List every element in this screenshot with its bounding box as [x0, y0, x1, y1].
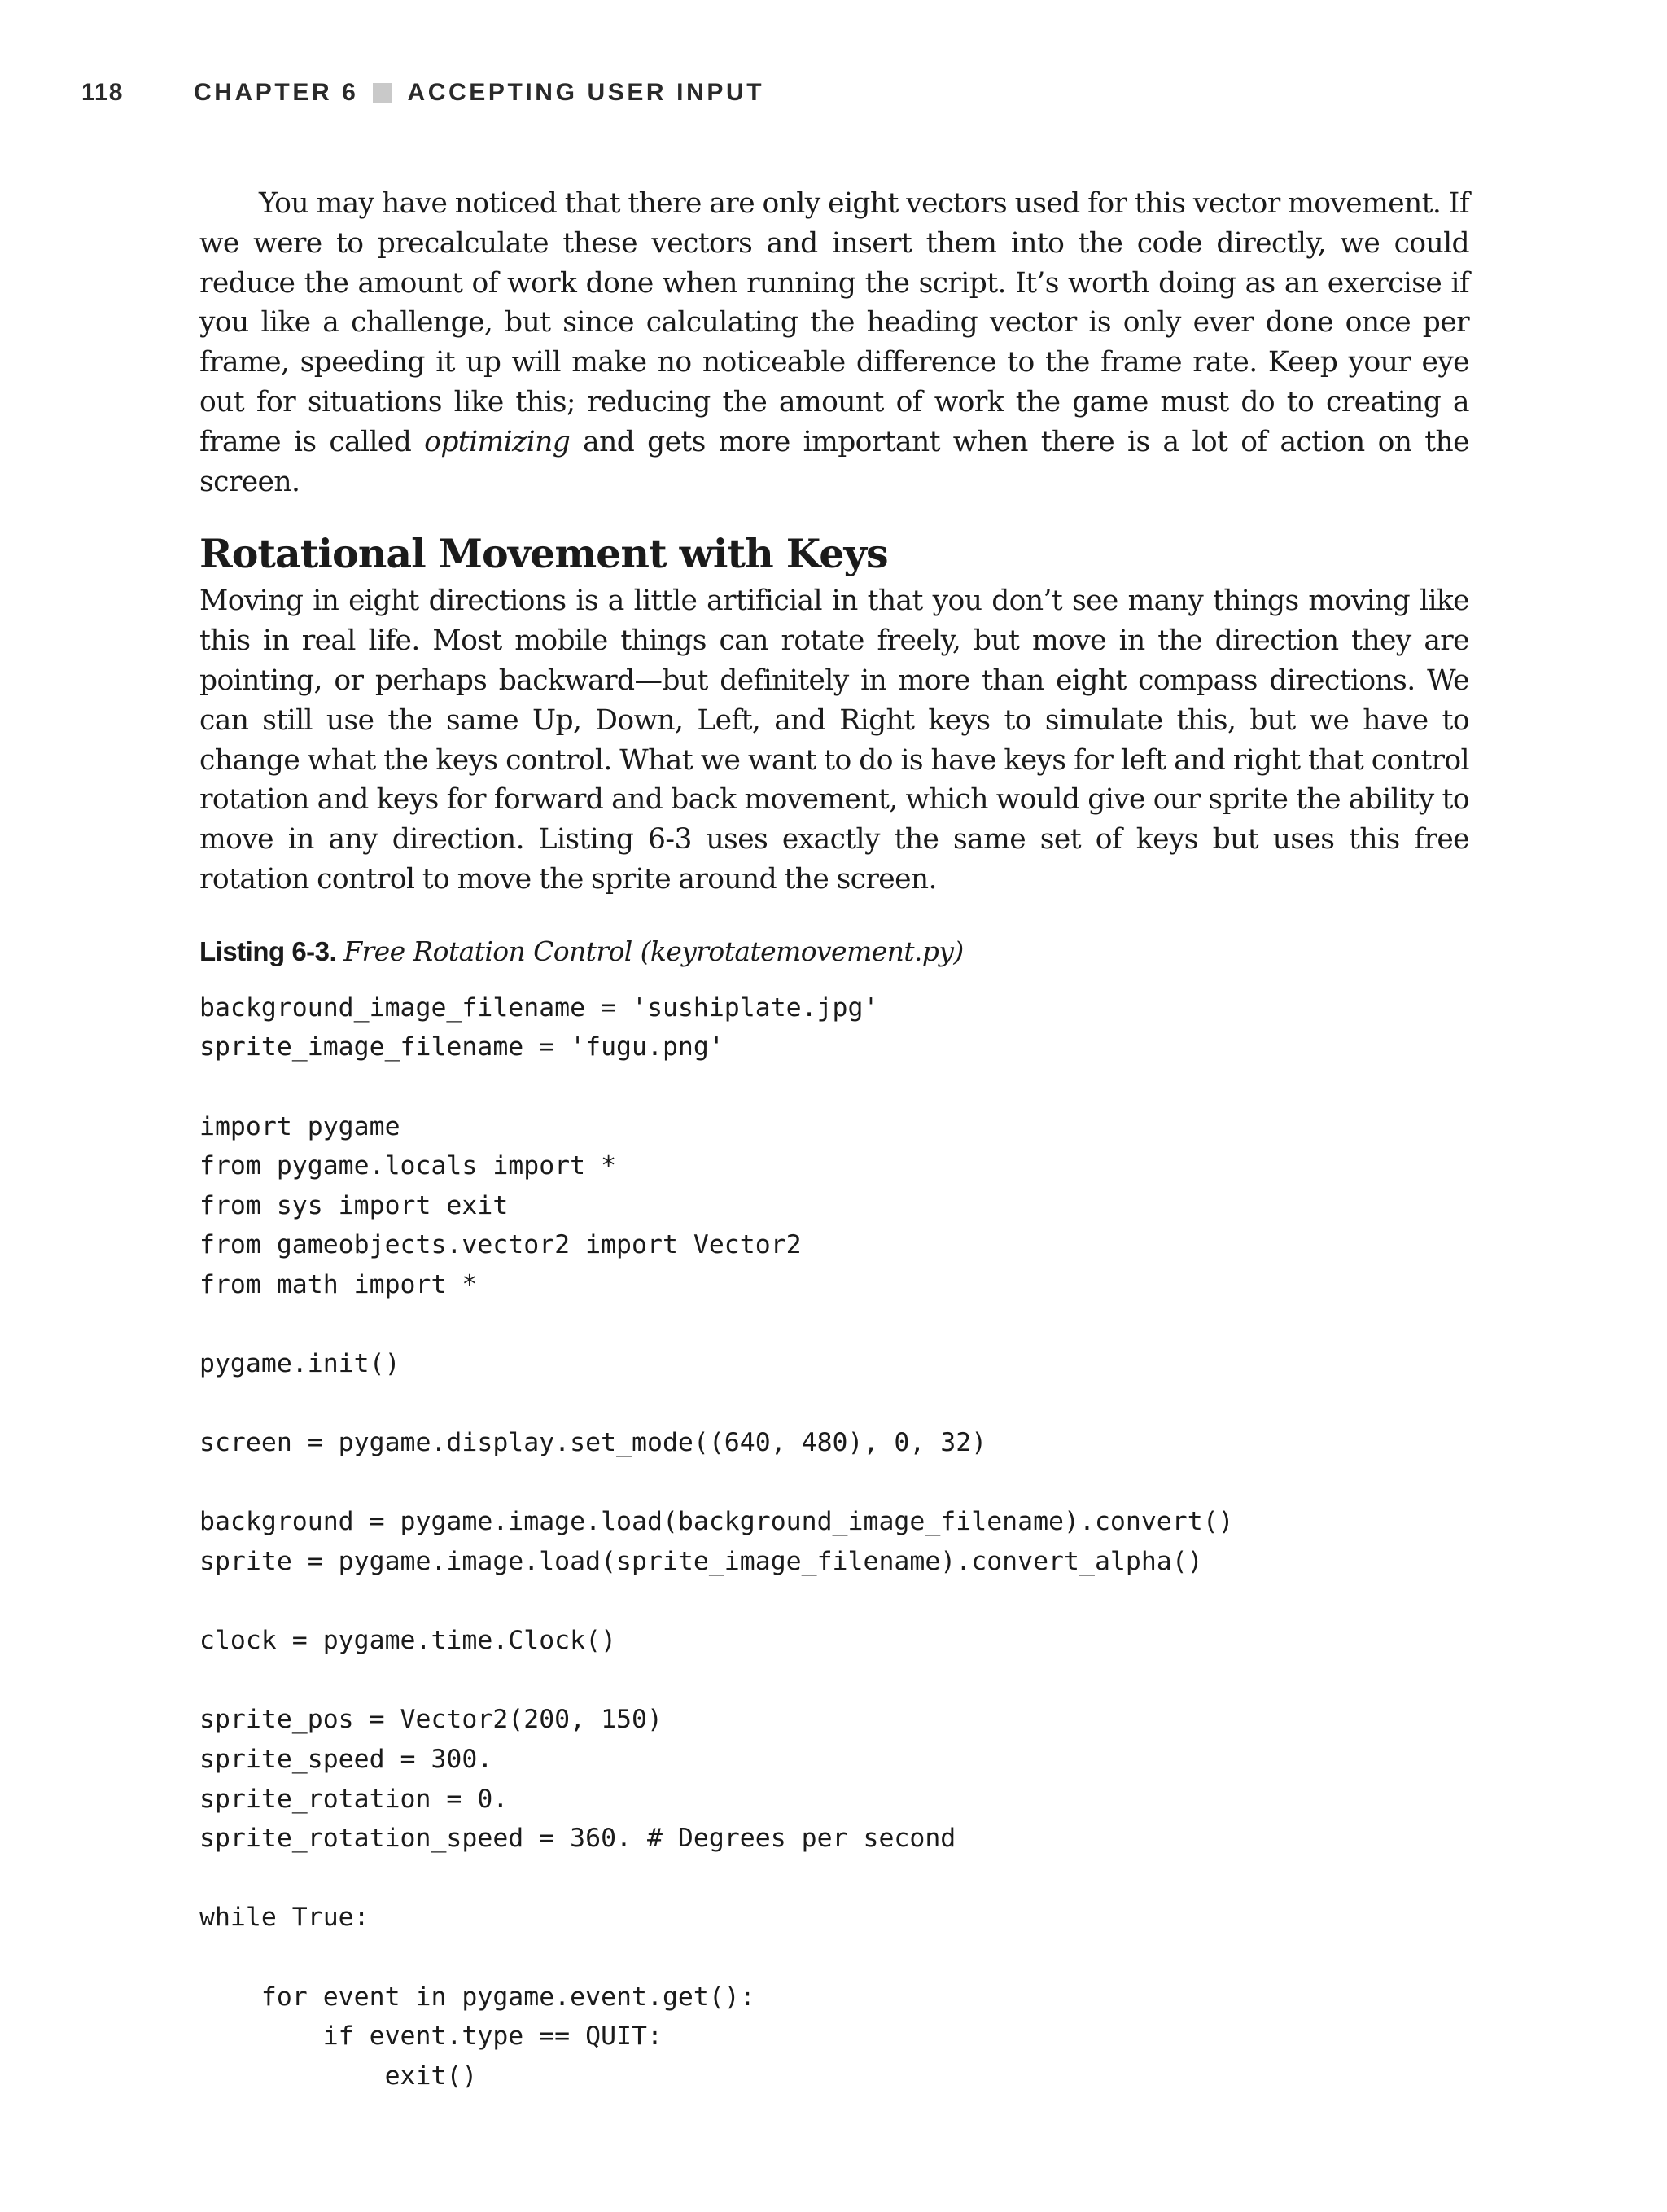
- code-line: sprite_rotation_speed = 360. # Degrees per second: [199, 1824, 956, 1854]
- code-line: [199, 1582, 1469, 1622]
- code-line: sprite = pygame.image.load(sprite_image_filename).convert_alpha(): [199, 1547, 1203, 1577]
- code-line: clock = pygame.time.Clock(): [199, 1626, 617, 1656]
- code-line: sprite_speed = 300.: [199, 1745, 493, 1775]
- page-number: 118: [81, 79, 124, 106]
- code-line: from gameobjects.vector2 import Vector2: [199, 1230, 802, 1260]
- code-line: [199, 1305, 1469, 1345]
- intro-paragraph: [199, 184, 1469, 502]
- code-line: while True:: [199, 1903, 370, 1933]
- code-line: [199, 1463, 1469, 1503]
- code-listing: [199, 988, 1469, 2096]
- chapter-label: CHAPTER 6: [194, 79, 359, 106]
- code-line: [199, 1859, 1469, 1899]
- listing-title: Free Rotation Control (keyrotatemovement.py): [343, 935, 964, 967]
- code-line: [199, 1661, 1469, 1701]
- code-line: from math import *: [199, 1269, 478, 1299]
- code-line: if event.type == QUIT:: [199, 2021, 663, 2052]
- code-line: pygame.init(): [199, 1349, 400, 1379]
- code-line: sprite_image_filename = 'fugu.png': [199, 1032, 724, 1062]
- code-line: from pygame.locals import *: [199, 1151, 617, 1181]
- code-line: [199, 1067, 1469, 1107]
- code-line: import pygame: [199, 1111, 400, 1141]
- code-line: for event in pygame.event.get():: [199, 1982, 755, 2012]
- optimizing-term: optimizing: [424, 425, 571, 458]
- code-line: [199, 1384, 1469, 1424]
- intro-text: You may have noticed that there are only eight vectors used for this vector movement. If we were to precalculate these vectors and insert them into the code directly, we could reduce the amount of work done when running the script. It’s worth doing as an exercise if you like a challenge, but since calculating the heading vector is only ever done once per frame, speeding it up will make no noticeable difference to the frame rate. Keep your eye out for situations like this; reducing the amount of work the game must do to creating a frame is called: [199, 187, 1469, 458]
- code-line: exit(): [199, 2061, 478, 2091]
- page-body: [199, 184, 1469, 2096]
- listing-label: Listing 6-3.: [199, 935, 337, 966]
- intro-text-end: and gets more important when there is a lot of action on the screen.: [199, 425, 1469, 498]
- code-line: background_image_filename = 'sushiplate.jpg': [199, 992, 879, 1023]
- code-line: [199, 1938, 1469, 1978]
- code-line: sprite_rotation = 0.: [199, 1784, 509, 1814]
- listing-caption: [199, 932, 1469, 970]
- code-line: sprite_pos = Vector2(200, 150): [199, 1705, 663, 1735]
- code-line: background = pygame.image.load(background_image_filename).convert(): [199, 1507, 1234, 1537]
- code-line: screen = pygame.display.set_mode((640, 480), 0, 32): [199, 1428, 987, 1458]
- section-paragraph: Moving in eight directions is a little artificial in that you don’t see many things moving like this in real life. Most mobile things can rotate freely, but move in the direction they are pointing, or perhaps backward—but definitely in more than eight compass directions. We can still use the same Up, Down, Left, and Right keys to simulate this, but we have to change what the keys control. What we want to do is have keys for left and right that control rotation and keys for forward and back movement, which would give our sprite the ability to move in any direction. Listing 6-3 uses exactly the same set of keys but uses this free rotation control to move the sprite around the screen.: [199, 585, 1469, 896]
- separator-square-icon: [373, 83, 392, 103]
- code-line: from sys import exit: [199, 1190, 509, 1220]
- running-head: [81, 75, 764, 111]
- section-heading: Rotational Movement with Keys: [199, 530, 888, 578]
- chapter-title: ACCEPTING USER INPUT: [407, 79, 765, 106]
